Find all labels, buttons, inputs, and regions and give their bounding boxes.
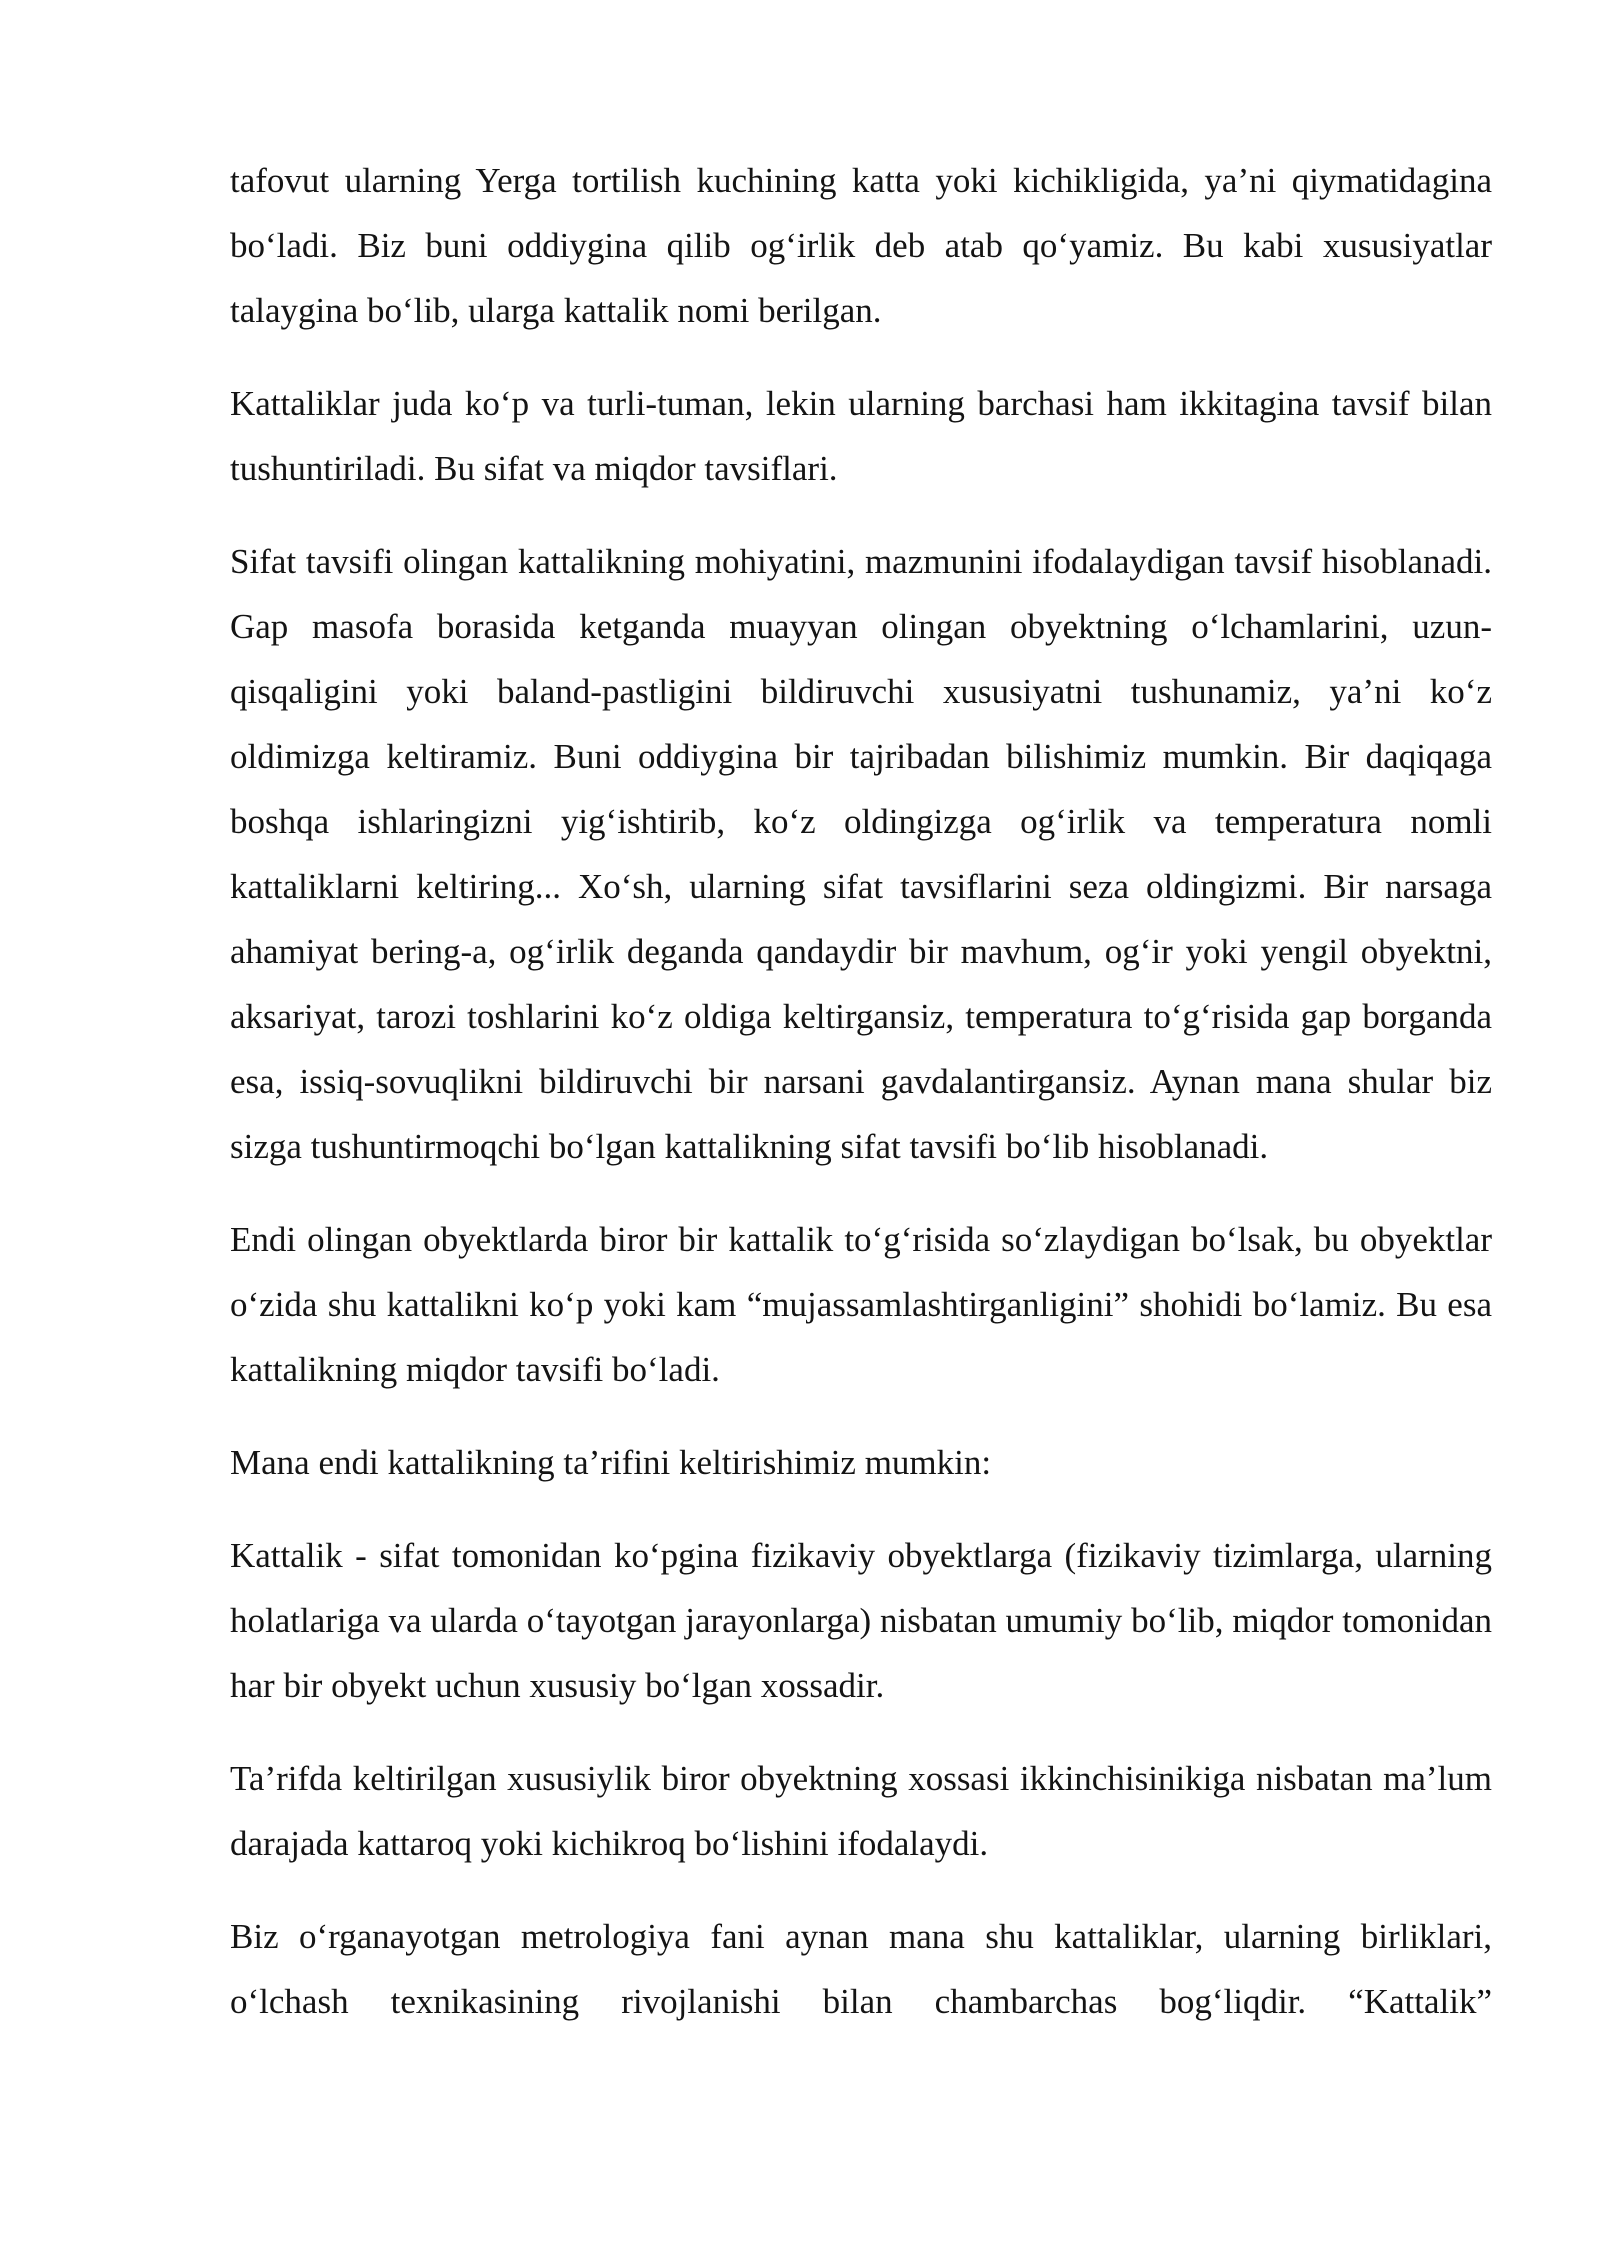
paragraph-4: Endi olingan obyektlarda biror bir kattalik to‘g‘risida so‘zlaydigan bo‘lsak, bu obyektlar o‘zida shu kattalikni ko‘p yoki kam “mujassamlashtirganligini” shohidi bo‘lamiz. Bu esa kattalikning miqdor tavsifi bo‘ladi. (230, 1220, 1492, 1389)
paragraph-3: Sifat tavsifi olingan kattalikning mohiyatini, mazmunini ifodalaydigan tavsif hisoblanadi. Gap masofa borasida ketganda muayyan olingan obyektning o‘lchamlarini, uzun-qisqaligini yoki baland-pastligini bildiruvchi xususiyatni tushunamiz, ya’ni ko‘z oldimizga keltiramiz. Buni oddiygina bir tajribadan bilishimiz mumkin. Bir daqiqaga boshqa ishlaringizni yig‘ishtirib, ko‘z oldingizga og‘irlik va temperatura nomli kattaliklarni keltiring... Xo‘sh, ularning sifat tavsiflarini seza oldingizmi. Bir narsaga ahamiyat bering-a, og‘irlik deganda qandaydir bir mavhum, og‘ir yoki yengil obyektni, aksariyat, tarozi toshlarini ko‘z oldiga keltirgansiz, temperatura to‘g‘risida gap borganda esa, issiq-sovuqlikni bildiruvchi bir narsani gavdalantirgansiz. Aynan mana shular biz sizga tushuntirmoqchi bo‘lgan kattalikning sifat tavsifi bo‘lib hisoblanadi. (230, 542, 1492, 1166)
paragraph-5: Mana endi kattalikning ta’rifini keltirishimiz mumkin: (230, 1443, 992, 1482)
paragraph-2: Kattaliklar juda ko‘p va turli-tuman, lekin ularning barchasi ham ikkitagina tavsif bilan tushuntiriladi. Bu sifat va miqdor tavsiflari. (230, 384, 1492, 488)
paragraph-6: Kattalik - sifat tomonidan ko‘pgina fizikaviy obyektlarga (fizikaviy tizimlarga, ularning holatlariga va ularda o‘tayotgan jarayonlarga) nisbatan umumiy bo‘lib, miqdor tomonidan har bir obyekt uchun xususiy bo‘lgan xossadir. (230, 1536, 1492, 1705)
document-page (230, 148, 1492, 2062)
paragraph-8: Biz o‘rganayotgan metrologiya fani aynan mana shu kattaliklar, ularning birliklari, o‘lchash texnikasining rivojlanishi bilan chambarchas bog‘liqdir. “Kattalik” (230, 1917, 1492, 2021)
paragraph-7: Ta’rifda keltirilgan xususiylik biror obyektning xossasi ikkinchisinikiga nisbatan ma’lum darajada kattaroq yoki kichikroq bo‘lishini ifodalaydi. (230, 1759, 1492, 1863)
paragraph-1: tafovut ularning Yerga tortilish kuchining katta yoki kichikligida, ya’ni qiymatidagina bo‘ladi. Biz buni oddiygina qilib og‘irlik deb atab qo‘yamiz. Bu kabi xususiyatlar talaygina bo‘lib, ularga kattalik nomi berilgan. (230, 161, 1492, 330)
